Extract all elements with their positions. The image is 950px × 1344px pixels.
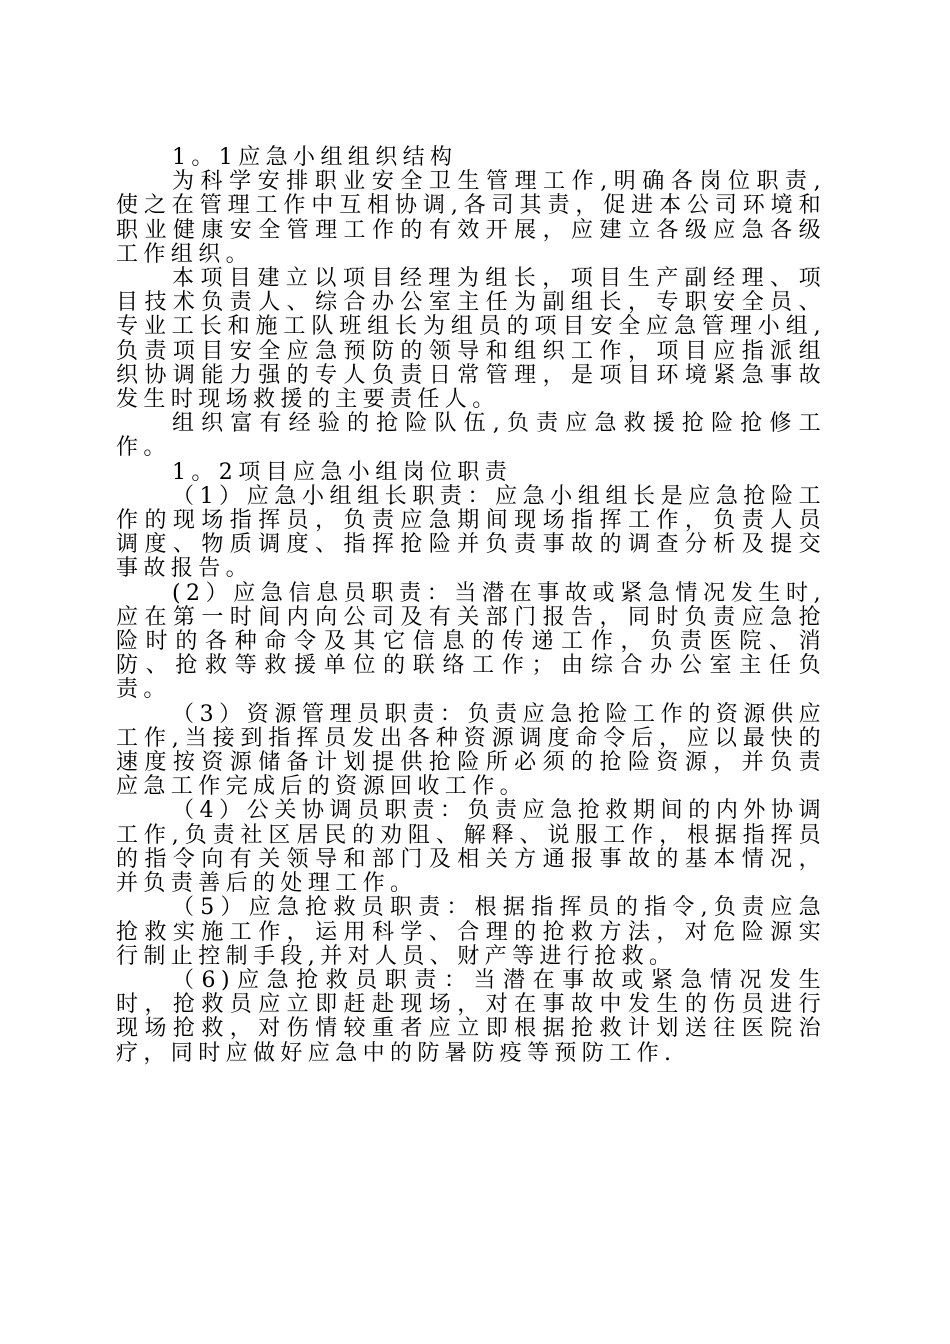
duty-item-6: （6)应急抢救员职责：当潜在事故或紧急情况发生时，抢救员应立即赶赴现场，对在事故中发生的伤员进行现场抢救，对伤情较重者应立即根据抢救计划送往医院治疗，同时应做好应急中的防暑防疫等预防工作. [116,967,826,1066]
document-body [116,146,826,1066]
duty-item-5: （5）应急抢救员职责：根据指挥员的指令,负责应急抢救实施工作，运用科学、合理的抢救方法，对危险源实行制止控制手段,并对人员、财产等进行抢救。 [116,895,826,969]
section-heading-1-1: 1。1应急小组组织结构 [172,145,458,170]
paragraph-rescue-team: 组织富有经验的抢险队伍,负责应急救援抢险抢修工作。 [116,411,826,461]
duty-item-1: （1）应急小组组长职责：应急小组组长是应急抢险工作的现场指挥员，负责应急期间现场指挥工作，负责人员调度、物质调度、指挥抢险并负责事故的调查分析及提交事故报告。 [116,483,826,582]
duty-item-3: （3）资源管理员职责：负责应急抢险工作的资源供应工作,当接到指挥员发出各种资源调度命令后，应以最快的速度按资源储备计划提供抢险所必须的抢险资源，并负责应急工作完成后的资源回收工作。 [116,701,826,800]
duty-item-4: （4）公关协调员职责：负责应急抢救期间的内外协调工作,负责社区居民的劝阻、解释、说服工作，根据指挥员的指令向有关领导和部门及相关方通报事故的基本情况，并负责善后的处理工作。 [116,798,826,897]
section-heading-1-2: 1。2项目应急小组岗位职责 [172,459,513,485]
duty-item-2: (2）应急信息员职责：当潜在事故或紧急情况发生时,应在第一时间内向公司及有关部门报告，同时负责应急抢险时的各种命令及其它信息的传递工作，负责医院、消防、抢救等救援单位的联络工作；由综合办公室主任负责。 [116,580,826,703]
paragraph-purpose: 为科学安排职业安全卫生管理工作,明确各岗位职责,使之在管理工作中互相协调,各司其责，促进本公司环境和职业健康安全管理工作的有效开展，应建立各级应急各级工作组织。 [116,169,826,267]
paragraph-team-structure: 本项目建立以项目经理为组长，项目生产副经理、项目技术负责人、综合办公室主任为副组长，专职安全员、专业工长和施工队班组长为组员的项目安全应急管理小组,负责项目安全应急预防的领导和组织工作，项目应指派组织协调能力强的专人负责日常管理，是项目环境紧急事故发生时现场救援的主要责任人。 [116,266,826,413]
